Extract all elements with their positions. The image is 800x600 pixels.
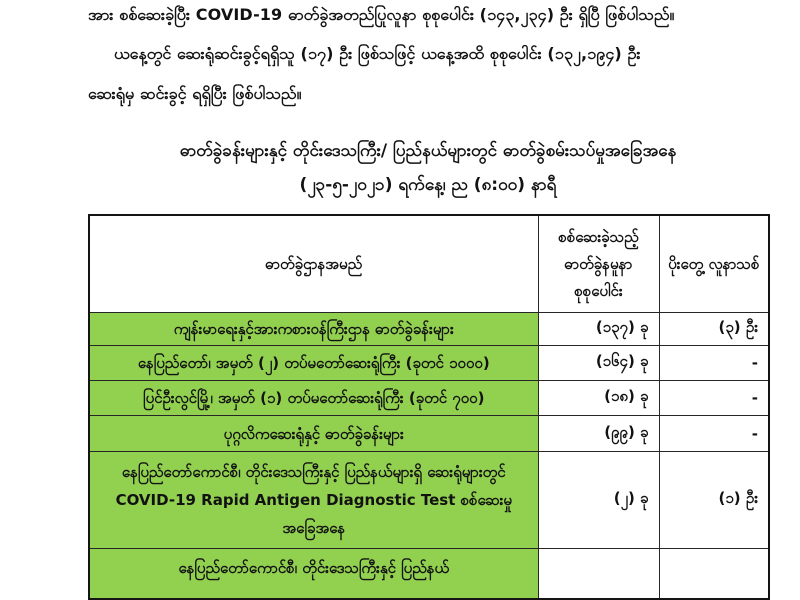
header-lab-name: ဓာတ်ခွဲဌာနအမည် [89,215,538,313]
paragraph-line-2: ယနေ့တွင် ဆေးရုံဆင်းခွင့်ရရှိသူ (၁၇) ဦး ဖြစ်သဖြင့် ယနေ့အထိ စုစုပေါင်း (၁၃၂,၁၉၄) ဦး [114,44,641,63]
lab-name-cell: ကျန်းမာရေးနှင့်အားကစားဝန်ကြီးဌာန ဓာတ်ခွဲခန်းများ [89,313,538,346]
paragraph-line-1: အား စစ်ဆေးခဲ့ပြီး COVID-19 ဓာတ်ခွဲအတည်ပြုလူနာ စုစုပေါင်း (၁၄၃,၂၃၄) ဦး ရှိပြီ ဖြစ်ပါသည်။ [88,5,675,24]
positive-cell: - [659,416,769,452]
table-row [89,416,769,452]
samples-cell: (၁၈) ခု [538,381,659,416]
header-samples-tested: စစ်ဆေးခဲ့သည့် ဓာတ်ခွဲနမူနာ စုစုပေါင်း [538,215,659,313]
table-row-partially-visible [89,549,769,600]
samples-cell: (၂) ခု [538,452,659,549]
positive-cell [659,549,769,600]
samples-cell [538,549,659,600]
lab-name-cell: ပုဂ္ဂလိကဆေးရုံနှင့် ဓာတ်ခွဲခန်းများ [89,416,538,452]
table-header-row [89,215,769,313]
lab-name-cell: နေပြည်တော်၊ အမှတ် (၂) တပ်မတော်ဆေးရုံကြီး (ခုတင် ၁၀၀၀) [89,346,538,381]
samples-cell: (၁၆၄) ခု [538,346,659,381]
paragraph-line-3: ဆေးရုံမှ ဆင်းခွင့် ရရှိပြီး ဖြစ်ပါသည်။ [88,84,302,103]
lab-name-cell: နေပြည်တော်ကောင်စီ၊ တိုင်းဒေသကြီးနှင့် ပြည်နယ်များရှိ ဆေးရုံများတွင် COVID-19 Rapid Antigen Diagnostic Test စစ်ဆေးမှုအခြေအနေ [89,452,538,549]
table-row [89,452,769,549]
positive-cell: - [659,346,769,381]
header-new-positive: ပိုးတွေ့ လူနာသစ် [659,215,769,313]
positive-cell: (၃) ဦး [659,313,769,346]
section-title-line-1: ဓာတ်ခွဲခန်းများနှင့် တိုင်းဒေသကြီး/ ပြည်နယ်များတွင် ဓာတ်ခွဲစမ်းသပ်မှုအခြေအနေ [179,141,677,161]
section-title-date-time: (၂၃-၅-၂၀၂၁) ရက်နေ့၊ ည (၈:၀၀) နာရီ [299,175,557,195]
table-row [89,346,769,381]
lab-testing-table [88,214,770,600]
table-row [89,313,769,346]
lab-name-cell: ပြင်ဦးလွင်မြို့၊ အမှတ် (၁) တပ်မတော်ဆေးရုံကြီး (ခုတင် ၇၀၀) [89,381,538,416]
samples-cell: (၉၉) ခု [538,416,659,452]
positive-cell: - [659,381,769,416]
samples-cell: (၁၃၇) ခု [538,313,659,346]
positive-cell: (၁) ဦး [659,452,769,549]
lab-name-cell: နေပြည်တော်ကောင်စီ၊ တိုင်းဒေသကြီးနှင့် ပြည်နယ် [89,549,538,600]
table-row [89,381,769,416]
